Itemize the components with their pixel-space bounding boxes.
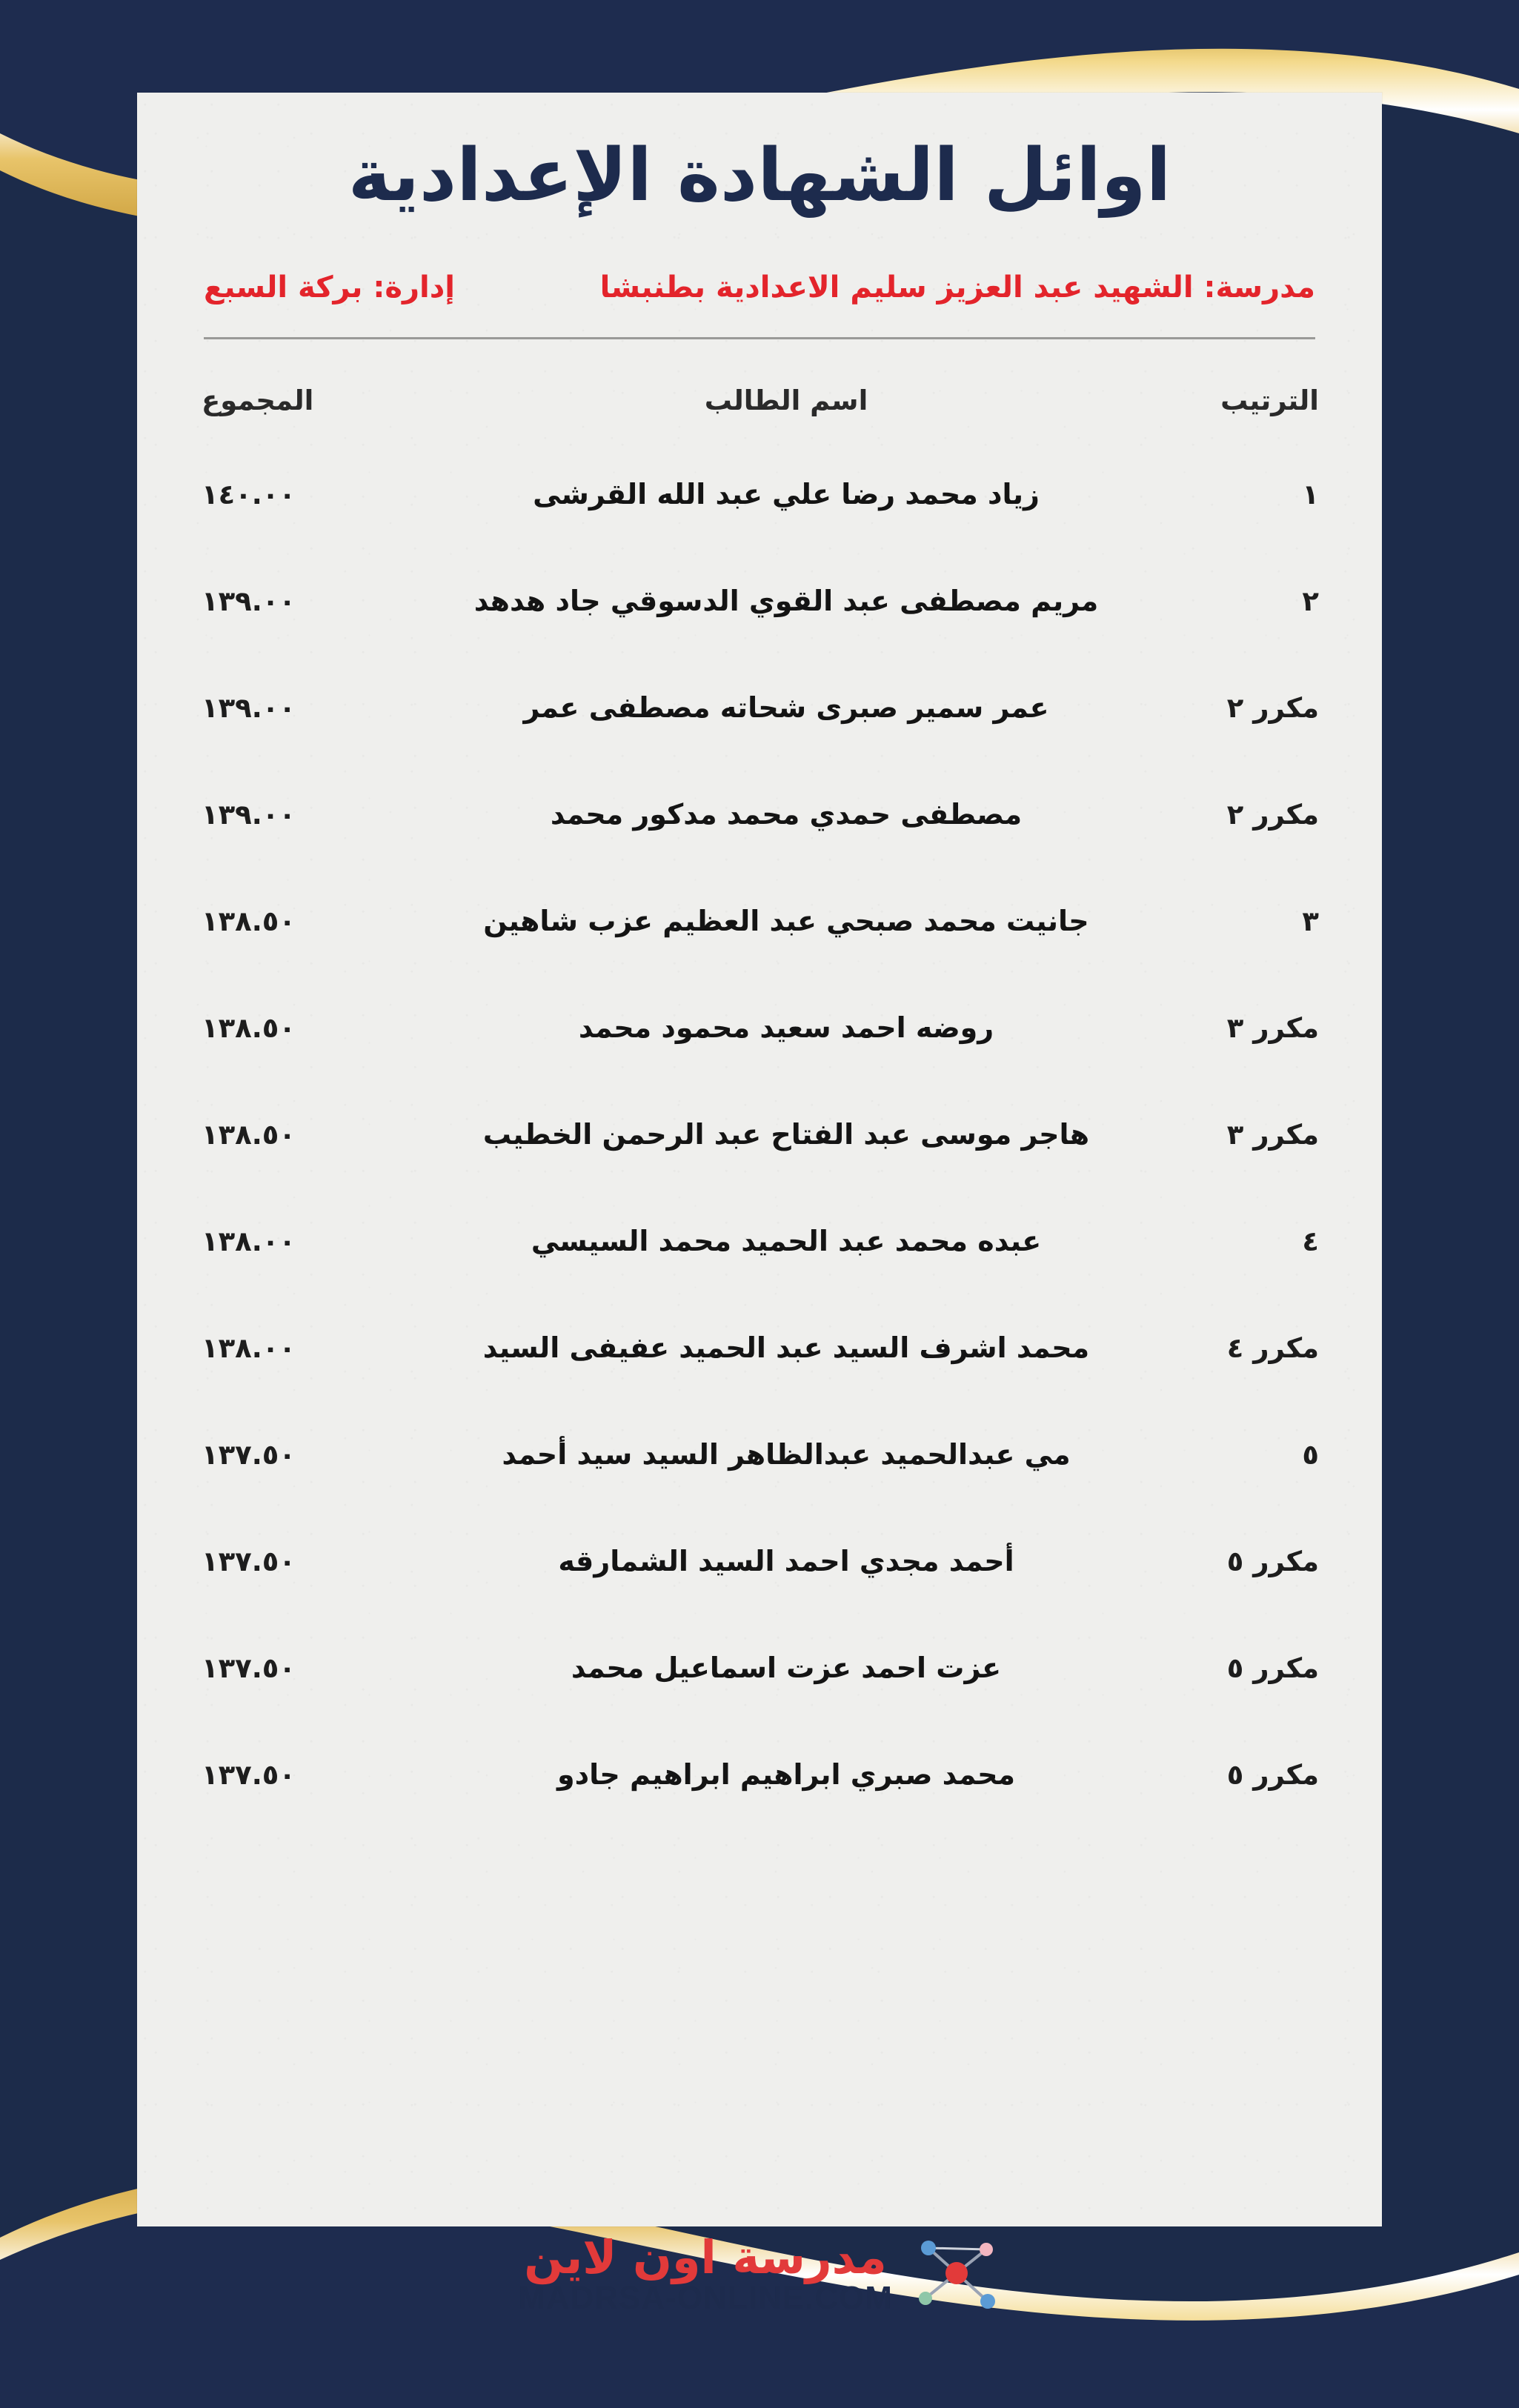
table-row xyxy=(193,1188,1326,1294)
table-row xyxy=(193,1294,1326,1401)
cell-rank: مكرر ٢ xyxy=(1226,798,1319,831)
cell-total: ١٣٨.٠٠ xyxy=(202,1331,296,1364)
cell-name: أحمد مجدي احمد السيد الشمارقه xyxy=(558,1545,1014,1577)
column-header-total: المجموع xyxy=(202,384,314,416)
cell-name: مصطفى حمدي محمد مدكور محمد xyxy=(550,798,1023,831)
network-nodes-icon xyxy=(912,2230,1001,2319)
cell-total: ١٤٠.٠٠ xyxy=(202,478,296,510)
table-row xyxy=(193,654,1326,761)
logo-arabic-text: مدرسة اون لاين xyxy=(524,2230,887,2285)
administration-name: إدارة: بركة السبع xyxy=(204,270,455,305)
cell-rank: ١ xyxy=(1302,478,1319,510)
cell-rank: مكرر ٥ xyxy=(1226,1758,1319,1791)
cell-rank: ٢ xyxy=(1302,585,1319,617)
cell-rank: مكرر ٥ xyxy=(1226,1652,1319,1684)
table-row xyxy=(193,548,1326,654)
cell-rank: مكرر ٥ xyxy=(1226,1545,1319,1577)
cell-total: ١٣٩.٠٠ xyxy=(202,691,296,724)
cell-name: روضه احمد سعيد محمود محمد xyxy=(578,1011,994,1044)
table-header-row xyxy=(193,359,1326,441)
table-row xyxy=(193,1508,1326,1614)
cell-total: ١٣٧.٥٠ xyxy=(202,1545,296,1577)
cell-name: محمد اشرف السيد عبد الحميد عفيفى السيد xyxy=(482,1331,1090,1364)
cell-name: مي عبدالحميد عبدالظاهر السيد سيد أحمد xyxy=(502,1438,1071,1471)
cell-total: ١٣٧.٥٠ xyxy=(202,1652,296,1684)
column-header-name: اسم الطالب xyxy=(704,384,868,416)
cell-rank: ٥ xyxy=(1302,1438,1319,1471)
cell-name: زياد محمد رضا علي عبد الله القرشى xyxy=(533,478,1040,510)
cell-name: هاجر موسى عبد الفتاح عبد الرحمن الخطيب xyxy=(482,1118,1090,1151)
logo-website-text: MADRSA-ONLINE.COM xyxy=(518,2280,893,2317)
cell-rank: مكرر ٤ xyxy=(1226,1331,1319,1364)
paper-sheet xyxy=(137,93,1382,2226)
cell-name: جانيت محمد صبحي عبد العظيم عزب شاهين xyxy=(483,905,1089,937)
cell-name: محمد صبري ابراهيم ابراهيم جادو xyxy=(557,1758,1015,1791)
cell-total: ١٣٨.٠٠ xyxy=(202,1225,296,1257)
cell-name: عمر سمير صبرى شحاته مصطفى عمر xyxy=(523,691,1049,724)
cell-rank: مكرر ٢ xyxy=(1226,691,1319,724)
table-row xyxy=(193,441,1326,548)
page-title: اوائل الشهادة الإعدادية xyxy=(348,133,1171,218)
table-row xyxy=(193,868,1326,974)
top-students-table xyxy=(193,359,1326,1828)
cell-total: ١٣٨.٥٠ xyxy=(202,1011,296,1044)
table-row xyxy=(193,1614,1326,1721)
school-info-row xyxy=(204,270,1315,305)
cell-rank: ٣ xyxy=(1302,905,1319,937)
cell-rank: مكرر ٣ xyxy=(1226,1118,1319,1151)
cell-total: ١٣٧.٥٠ xyxy=(202,1438,296,1471)
cell-total: ١٣٧.٥٠ xyxy=(202,1758,296,1791)
column-header-rank: الترتيب xyxy=(1220,384,1319,416)
cell-rank: مكرر ٣ xyxy=(1226,1011,1319,1044)
cell-total: ١٣٨.٥٠ xyxy=(202,1118,296,1151)
cell-rank: ٤ xyxy=(1302,1225,1319,1257)
cell-total: ١٣٩.٠٠ xyxy=(202,798,296,831)
table-row xyxy=(193,761,1326,868)
cell-name: عزت احمد عزت اسماعيل محمد xyxy=(571,1652,1002,1684)
cell-name: عبده محمد عبد الحميد محمد السيسي xyxy=(531,1225,1042,1257)
cell-name: مريم مصطفى عبد القوي الدسوقي جاد هدهد xyxy=(473,585,1099,617)
table-row xyxy=(193,1081,1326,1188)
cell-total: ١٣٨.٥٠ xyxy=(202,905,296,937)
logo-text xyxy=(518,2230,893,2317)
header-divider xyxy=(204,337,1315,339)
site-logo xyxy=(0,2230,1519,2319)
school-name: مدرسة: الشهيد عبد العزيز سليم الاعدادية بطنبشا xyxy=(599,270,1315,305)
cell-total: ١٣٩.٠٠ xyxy=(202,585,296,617)
table-row xyxy=(193,1721,1326,1828)
table-row xyxy=(193,1401,1326,1508)
table-row xyxy=(193,974,1326,1081)
